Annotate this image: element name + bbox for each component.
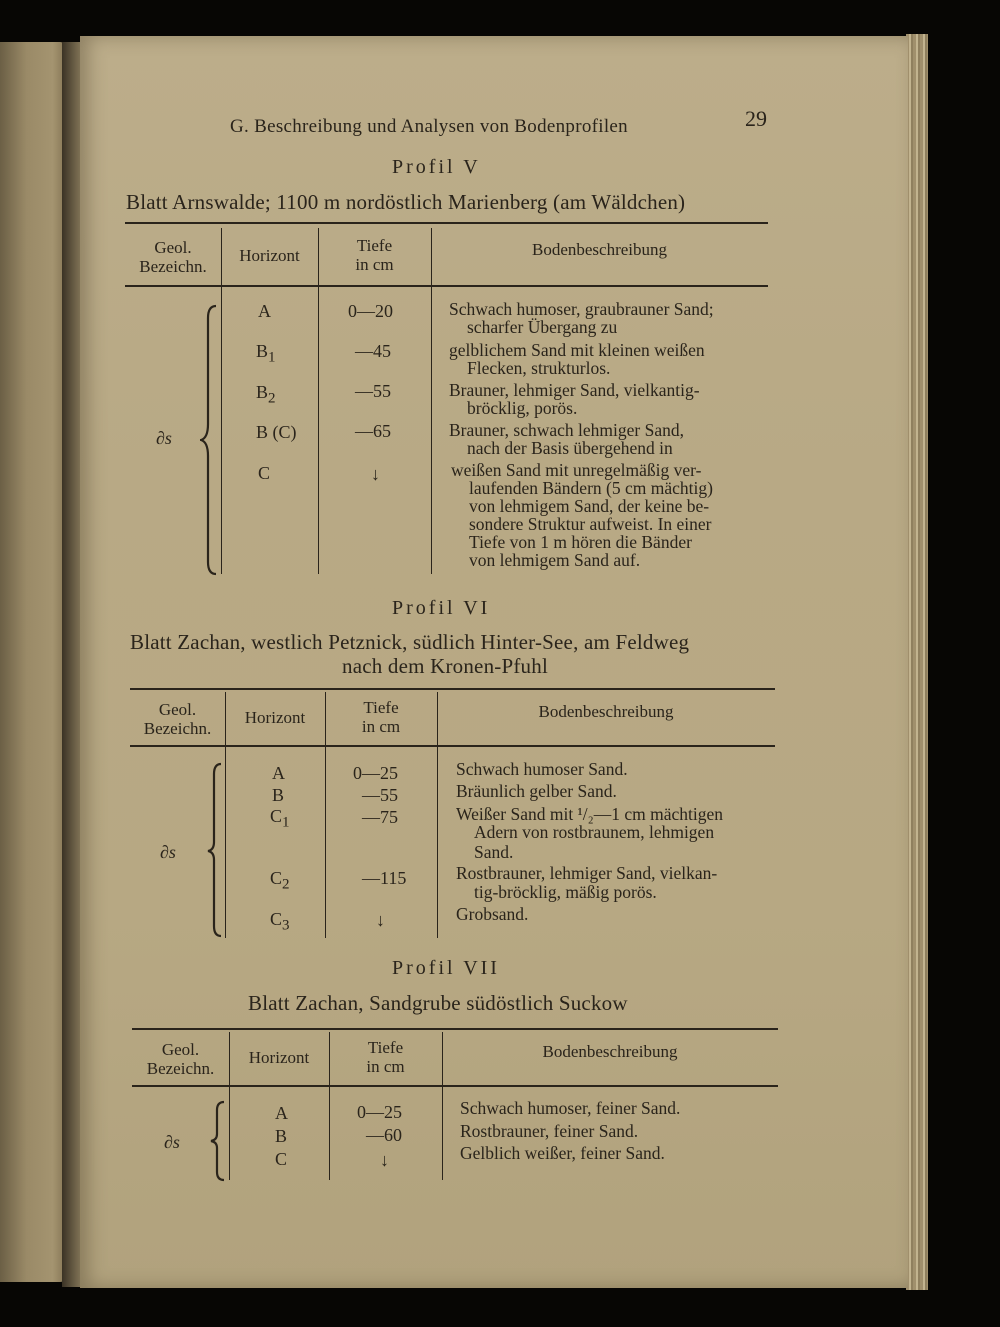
horizon-cell: B	[275, 1126, 288, 1146]
description-line: Schwach humoser, graubrauner Sand;	[449, 299, 714, 319]
page-stack-edge	[906, 34, 928, 1290]
description-line: laufenden Bändern (5 cm mächtig)	[469, 478, 713, 498]
depth-cell: —75	[362, 807, 398, 827]
description-line: Schwach humoser Sand.	[456, 759, 628, 779]
horizon-cell: B (C)	[256, 422, 297, 442]
horizon-cell: B	[272, 785, 285, 805]
depth-cell: —55	[355, 381, 391, 401]
column-divider	[225, 692, 226, 938]
description-line: Bräunlich gelber Sand.	[456, 781, 617, 801]
horizon-cell: $C_2$	[270, 868, 290, 893]
profile-title: Profil V	[392, 156, 481, 178]
depth-cell: —60	[366, 1125, 402, 1145]
profile-location: Blatt Arnswalde; 1100 m nordöstlich Marienberg (am Wäldchen)	[126, 190, 686, 214]
book-page	[80, 36, 908, 1288]
geol-symbol: ∂s	[164, 1132, 180, 1152]
horizon-cell: $C_3$	[270, 909, 290, 934]
depth-cell: 0—25	[357, 1102, 402, 1122]
description-line: Weißer Sand mit ¹/₂—1 cm mächtigen	[456, 804, 724, 824]
curly-brace	[200, 304, 220, 576]
col-header-bodenbeschreibung: Bodenbeschreibung	[542, 1042, 678, 1061]
col-header-horizont: Horizont	[244, 708, 306, 727]
table-header-rule	[130, 745, 775, 747]
geol-symbol: ∂s	[160, 842, 176, 862]
horizon-cell: A	[272, 763, 285, 783]
description-line: Grobsand.	[456, 904, 529, 924]
depth-cell: —55	[362, 785, 398, 805]
horizon-cell: A	[258, 301, 271, 321]
profile-location: Blatt Zachan, Sandgrube südöstlich Suckow	[248, 991, 628, 1015]
page-number: 29	[745, 106, 767, 131]
horizon-cell: $B_1$	[256, 341, 276, 366]
col-header-bodenbeschreibung: Bodenbeschreibung	[531, 240, 668, 259]
description-line: scharfer Übergang zu	[467, 317, 618, 337]
description-line: von lehmigem Sand auf.	[469, 550, 641, 570]
table-top-rule	[125, 222, 768, 224]
geol-symbol: ∂s	[156, 428, 172, 448]
col-header-geol: Geol. Bezeichn.	[146, 1040, 215, 1078]
column-divider	[431, 228, 432, 574]
description-line: bröcklig, porös.	[467, 398, 578, 418]
profile-title: Profil VII	[392, 957, 500, 979]
description-line: sondere Struktur aufweist. In einer	[469, 514, 712, 534]
description-line: gelblichem Sand mit kleinen weißen	[449, 340, 705, 360]
depth-arrow-icon: ↓	[371, 464, 380, 484]
curly-brace	[210, 1100, 228, 1182]
description-line: Rostbrauner, lehmiger Sand, vielkan-	[456, 863, 718, 883]
column-divider	[221, 228, 222, 574]
running-title: G. Beschreibung und Analysen von Bodenprofilen	[230, 116, 628, 137]
horizon-cell: $C_1$	[270, 806, 290, 831]
depth-arrow-icon: ↓	[380, 1150, 389, 1170]
description-line: Rostbrauner, feiner Sand.	[460, 1121, 639, 1141]
col-header-horizont: Horizont	[248, 1048, 310, 1067]
column-divider	[318, 228, 319, 574]
horizon-cell: C	[275, 1149, 288, 1169]
description-line: Tiefe von 1 m hören die Bänder	[469, 532, 692, 552]
description-line: Sand.	[474, 842, 514, 862]
col-header-horizont: Horizont	[239, 246, 300, 265]
col-header-tiefe: Tiefe in cm	[366, 1038, 405, 1076]
table-top-rule	[130, 688, 775, 690]
left-page-edge	[0, 42, 66, 1282]
col-header-tiefe: Tiefe in cm	[355, 236, 394, 274]
depth-cell: —65	[355, 421, 391, 441]
horizon-cell: $B_2$	[256, 382, 276, 407]
description-line: weißen Sand mit unregelmäßig ver-	[451, 460, 702, 480]
description-line: Schwach humoser, feiner Sand.	[460, 1098, 681, 1118]
description-line: tig-bröcklig, mäßig porös.	[474, 882, 657, 902]
profile-location: Blatt Zachan, westlich Petznick, südlich Hinter-See, am Feldweg	[130, 630, 690, 654]
horizon-cell: A	[275, 1103, 288, 1123]
depth-arrow-icon: ↓	[376, 910, 385, 930]
description-line: von lehmigem Sand, der keine be-	[469, 496, 710, 516]
col-header-geol: Geol. Bezeichn.	[143, 700, 212, 738]
description-line: Brauner, lehmiger Sand, vielkantig-	[449, 380, 700, 400]
col-header-bodenbeschreibung: Bodenbeschreibung	[538, 702, 674, 721]
description-line: Adern von rostbraunem, lehmigen	[474, 822, 715, 842]
description-line: nach der Basis übergehend in	[467, 438, 673, 458]
depth-cell: 0—25	[353, 763, 398, 783]
col-header-geol: Geol. Bezeichn.	[139, 238, 207, 276]
description-line: Brauner, schwach lehmiger Sand,	[449, 420, 684, 440]
column-divider	[437, 692, 438, 938]
profile-title: Profil VI	[392, 597, 491, 619]
depth-cell: —45	[355, 341, 391, 361]
depth-cell: 0—20	[348, 301, 393, 321]
description-line: Gelblich weißer, feiner Sand.	[460, 1143, 665, 1163]
curly-brace	[207, 762, 225, 938]
col-header-tiefe: Tiefe in cm	[361, 698, 401, 736]
description-line: Flecken, strukturlos.	[467, 358, 611, 378]
depth-cell: —115	[362, 868, 407, 888]
table-top-rule	[132, 1028, 778, 1030]
horizon-cell: C	[258, 463, 271, 483]
profile-location: nach dem Kronen-Pfuhl	[342, 654, 548, 678]
